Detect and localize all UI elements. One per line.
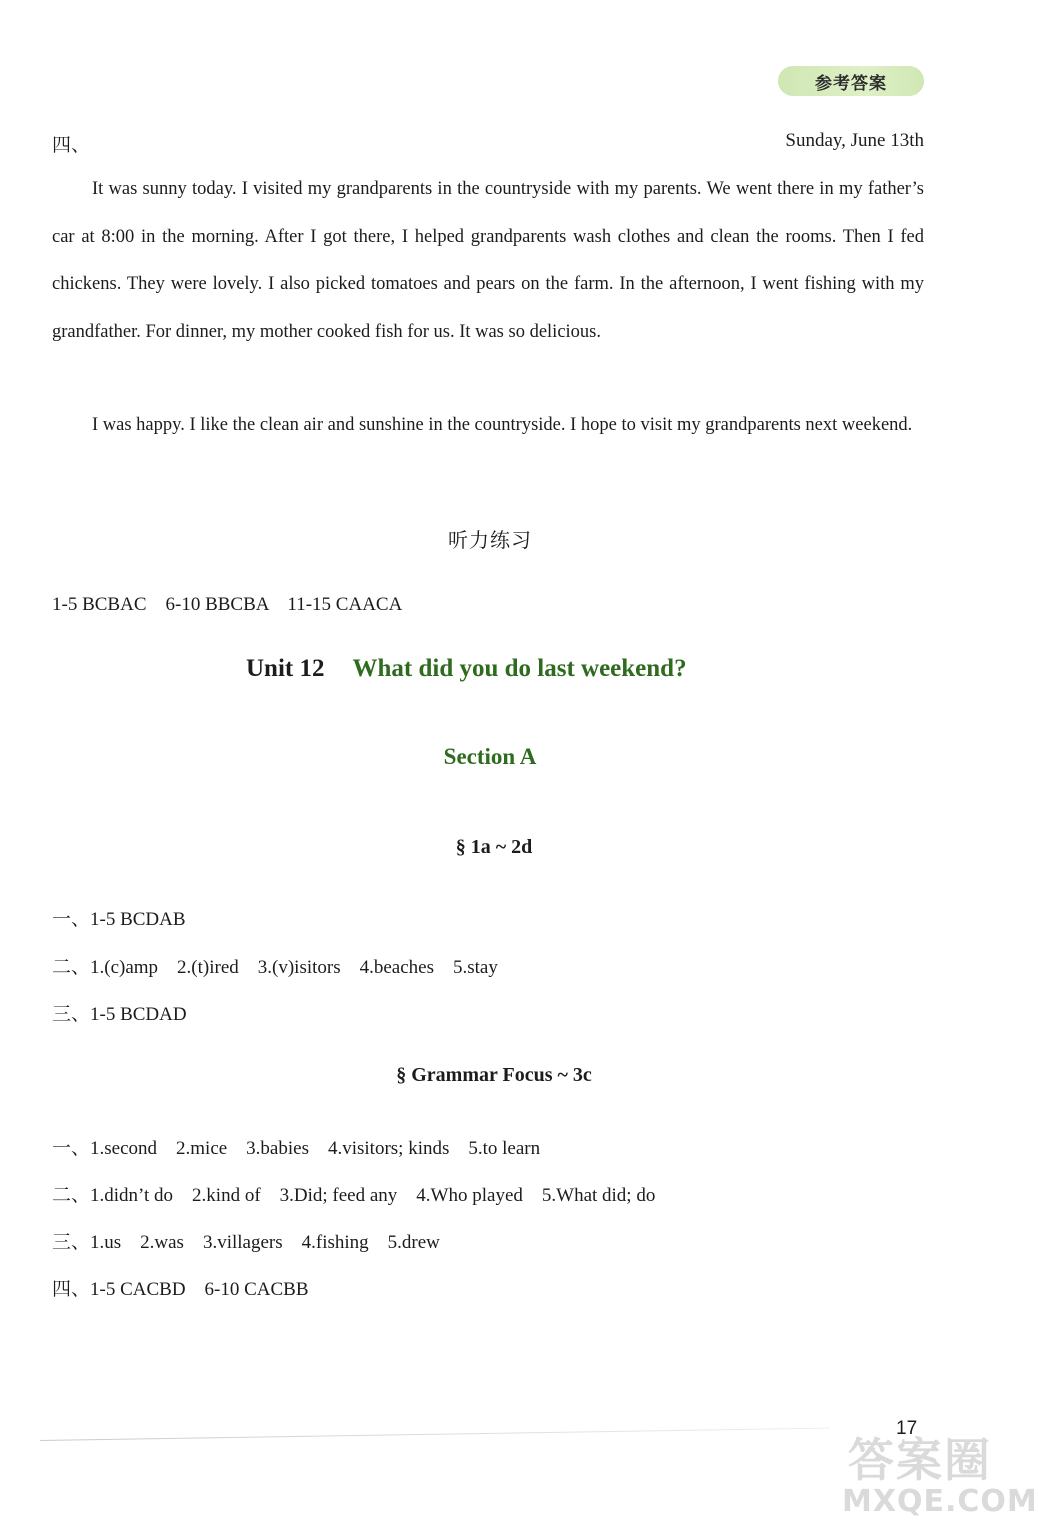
unit-heading bbox=[246, 655, 687, 683]
answer-line: 三、1.us 2.was 3.villagers 4.fishing 5.drew bbox=[52, 1232, 440, 1253]
section-title: Section A bbox=[443, 744, 537, 769]
part-1-title: § 1a ~ 2d bbox=[455, 836, 533, 858]
answer-line: 二、1.didn’t do 2.kind of 3.Did; feed any 4.Who played 5.What did; do bbox=[52, 1185, 656, 1206]
watermark-domain: MXQE.COM bbox=[842, 1484, 1038, 1519]
listening-answers: 1-5 BCBAC 6-10 BBCBA 11-15 CAACA bbox=[52, 594, 403, 615]
answer-line: 二、1.(c)amp 2.(t)ired 3.(v)isitors 4.beaches 5.stay bbox=[52, 957, 498, 978]
answer-key-badge: 参考答案 bbox=[778, 66, 924, 96]
composition-paragraph-1 bbox=[52, 166, 924, 356]
diary-date: Sunday, June 13th bbox=[785, 130, 924, 151]
footer-divider bbox=[40, 1428, 830, 1441]
answer-line: 一、1-5 BCDAB bbox=[52, 909, 186, 930]
answer-line: 四、1-5 CACBD 6-10 CACBB bbox=[52, 1279, 309, 1300]
part-2-title: § Grammar Focus ~ 3c bbox=[396, 1064, 592, 1086]
section-marker: 四、 bbox=[52, 135, 91, 156]
answer-line: 三、1-5 BCDAD bbox=[52, 1004, 187, 1025]
composition-paragraph-2 bbox=[52, 402, 924, 450]
listening-practice-title: 听力练习 bbox=[448, 528, 532, 552]
unit-name: What did you do last weekend? bbox=[352, 655, 687, 682]
paragraph-2-text: I was happy. I like the clean air and sunshine in the countryside. I hope to visit my grandparents next weekend. bbox=[92, 415, 913, 435]
page-number: 17 bbox=[896, 1418, 918, 1439]
site-watermark bbox=[838, 1424, 1038, 1524]
unit-label: Unit 12 bbox=[246, 655, 325, 682]
paragraph-1-text: It was sunny today. I visited my grandparents in the countryside with my parents. We went there in my father’s car at 8:00 in the morning. After I got there, I helped grandparents wash clothes and clean the rooms. Then I fed chickens. They were lovely. I also picked tomatoes and pears on the farm. In the afternoon, I went fishing with my grandfather. For dinner, my mother cooked fish for us. It was so delicious. bbox=[52, 179, 924, 342]
watermark-chinese: 答案圈 bbox=[848, 1433, 992, 1487]
answer-line: 一、1.second 2.mice 3.babies 4.visitors; kinds 5.to learn bbox=[52, 1138, 541, 1159]
